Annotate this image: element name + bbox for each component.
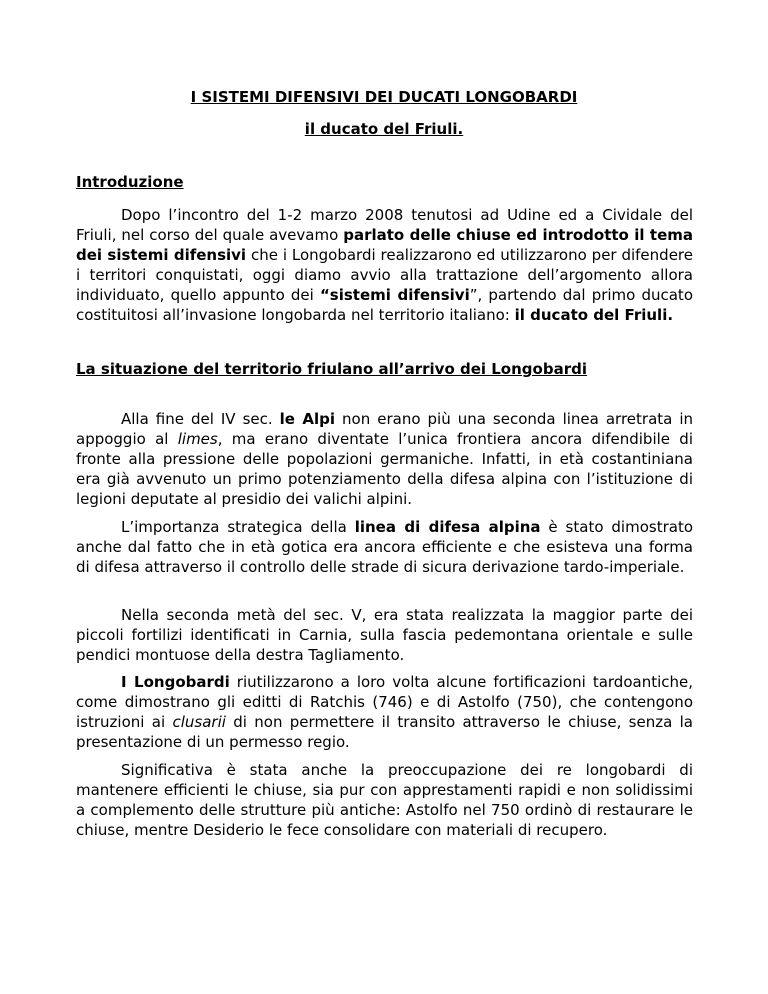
p1-text-3: , ma erano diventate l’unica frontiera ancora difendibile di fronte alla pressione delle popolazioni germaniche. Infatti, in età costantiniana era già avvenuto un primo potenziamento della difesa alpina con l’istituzione di legioni deputate al presidio dei valichi alpini. [76,430,693,508]
p1-bold-1: le Alpi [279,410,336,428]
p1-italic-1: limes [177,430,218,448]
p2-text-1: L’importanza strategica della [121,518,355,536]
p4-italic-1: clusarii [172,713,226,731]
paragraph-4 [76,672,693,752]
p2-bold-1: linea di difesa alpina [354,518,541,536]
intro-heading: Introduzione [76,173,184,191]
document-subtitle: il ducato del Friuli. [304,120,464,138]
section-heading: La situazione del territorio friulano all’arrivo dei Longobardi [76,360,587,378]
paragraph-2 [76,517,693,577]
intro-bold-1: parlato delle chiuse ed introdotto il tema dei sistemi difensivi [76,226,693,264]
p4-text-2: di non permettere il transito attraverso le chiuse, senza la presentazione di un permesso regio. [76,713,693,751]
intro-bold-2: “sistemi difensivi [319,286,470,304]
intro-text-1: Dopo l’incontro del 1-2 marzo 2008 tenutosi ad Udine ed a Cividale del Friuli, nel corso del quale avevamo [76,206,693,244]
p4-text-1: riutilizzarono a loro volta alcune fortificazioni tardoantiche, come dimostrano gli editti di Ratchis (746) e di Astolfo (750), che contengono istruzioni ai [76,673,693,731]
p4-bold-1: I Longobardi [121,673,230,691]
p1-text-2: non erano più una seconda linea arretrata in appoggio al [76,410,694,448]
p2-text-2: è stato dimostrato anche dal fatto che in età gotica era ancora efficiente e che esisteva una forma di difesa attraverso il controllo delle strade di sicura derivazione tardo-imperiale. [76,518,694,576]
intro-text-2: che i Longobardi realizzarono ed utilizzarono per difendere i territori conquistati, oggi diamo avvio alla trattazione dell’argomento allora individuato, quello appunto dei [76,246,693,304]
document-title: I SISTEMI DIFENSIVI DEI DUCATI LONGOBARDI [190,88,578,106]
p3-text-1: Nella seconda metà del sec. V, era stata realizzata la maggior parte dei piccoli fortilizi identificati in Carnia, sulla fascia pedemontana orientale e sulle pendici montuose della destra Tagliamento. [76,606,693,664]
paragraph-5 [76,760,693,840]
paragraph-1 [76,409,693,509]
intro-paragraph [76,205,693,325]
p1-text-1: Alla fine del IV sec. [121,410,280,428]
intro-bold-3: il ducato del Friuli. [514,306,674,324]
paragraph-3 [76,605,693,665]
p5-text-1: Significativa è stata anche la preoccupazione dei re longobardi di mantenere efficienti le chiuse, sia pur con apprestamenti rapidi e non solidissimi a complemento delle strutture più antiche: Astolfo nel 750 ordinò di restaurare le chiuse, mentre Desiderio le fece consolidare con materiali di recupero. [76,761,693,839]
intro-text-3: ”, partendo dal primo ducato costituitosi all’invasione longobarda nel territorio italiano: [76,286,693,324]
